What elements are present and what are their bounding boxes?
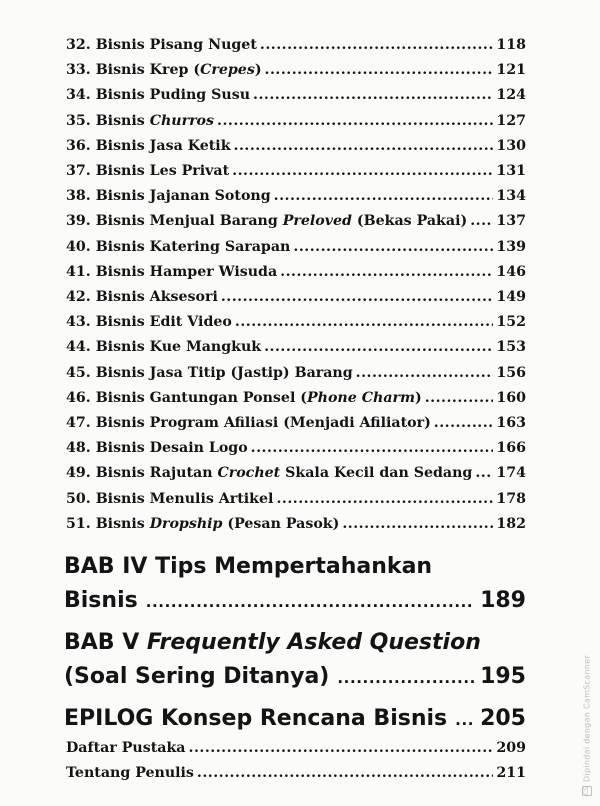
toc-entry-title: Bisnis Kue Mangkuk (95, 339, 262, 356)
toc-entry[interactable] (66, 160, 526, 182)
dot-leader (274, 185, 494, 207)
toc-entry-number: 41. (66, 263, 91, 280)
dot-leader (253, 84, 493, 106)
toc-entry-number: 37. (66, 163, 91, 179)
toc-entry[interactable] (66, 185, 526, 207)
toc-entry-number: 33. (66, 62, 91, 79)
chapter-title-line (64, 702, 526, 736)
dot-leader (293, 236, 493, 258)
toc-entry-page: 139 (496, 238, 526, 255)
chapter-bab-iv[interactable] (64, 550, 526, 618)
toc-entry-number: 47. (66, 415, 91, 431)
toc-entry-title: Bisnis Menulis Artikel (95, 490, 274, 507)
dot-leader (425, 387, 494, 409)
toc-entry-page: 182 (496, 515, 526, 532)
toc-entry-title: Bisnis Aksesori (95, 289, 218, 305)
toc-entry[interactable] (66, 336, 526, 358)
dot-leader (264, 336, 493, 358)
dot-leader (251, 437, 494, 459)
camscanner-icon: CS (583, 786, 590, 795)
dot-leader (265, 59, 494, 81)
toc-entry-title: Bisnis Dropship (Pesan Pasok) (95, 515, 340, 532)
dot-leader (221, 286, 494, 308)
chapter-page-number: 195 (480, 664, 526, 689)
toc-entry-page: 174 (496, 465, 526, 482)
dot-leader (280, 261, 493, 283)
toc-entry[interactable] (66, 286, 526, 308)
toc-entry-number: 32. (66, 37, 91, 53)
dot-leader (337, 661, 474, 694)
toc-entry-number: 43. (66, 314, 91, 331)
toc-entry-daftar-pustaka[interactable] (66, 737, 526, 759)
toc-entry-title: Bisnis Edit Video (95, 314, 232, 331)
toc-entry-page: 209 (496, 740, 526, 756)
toc-entry-page: 149 (496, 289, 526, 305)
toc-entry-title: Daftar Pustaka (66, 740, 186, 756)
toc-entry-number: 45. (66, 364, 91, 381)
toc-entry[interactable] (66, 513, 526, 535)
chapter-title-line (64, 584, 526, 618)
chapter-title: EPILOG Konsep Rencana Bisnis (64, 706, 448, 731)
toc-entry-page: 160 (496, 389, 526, 406)
dot-leader (260, 34, 493, 56)
toc-entry-number: 49. (66, 465, 91, 482)
dot-leader (455, 703, 474, 736)
dot-leader (470, 210, 493, 232)
toc-entry[interactable] (66, 362, 526, 384)
toc-entry-number: 36. (66, 137, 91, 154)
toc-entry[interactable] (66, 135, 526, 157)
toc-entry[interactable] (66, 84, 526, 106)
dot-leader (276, 488, 493, 510)
toc-entry-number: 51. (66, 515, 91, 532)
chapter-title: BAB IV Tips Mempertahankan (64, 554, 433, 579)
dot-leader (342, 513, 493, 535)
toc-entry-number: 42. (66, 289, 91, 305)
toc-entry-page: 156 (496, 364, 526, 381)
toc-entry-page: 153 (496, 339, 526, 356)
toc-entry[interactable] (66, 437, 526, 459)
toc-entry[interactable] (66, 261, 526, 283)
toc-entry-number: 48. (66, 440, 91, 457)
chapter-title-line (64, 660, 526, 694)
toc-entry-page: 121 (496, 62, 526, 79)
toc-entry-page: 118 (496, 37, 526, 53)
dot-leader (232, 160, 493, 182)
chapter-title-line (64, 550, 526, 584)
toc-entry-page: 127 (496, 112, 526, 129)
toc-entry-title: Bisnis Desain Logo (95, 440, 248, 457)
toc-entry-title: Bisnis Jasa Ketik (95, 137, 231, 154)
toc-entry[interactable] (66, 59, 526, 81)
toc-entry-title: Bisnis Rajutan Crochet Skala Kecil dan Sedang (95, 465, 473, 482)
chapter-title-prefix: BAB V (64, 630, 147, 655)
toc-entry-page: 137 (496, 213, 526, 230)
chapter-title-cont: (Soal Sering Ditanya) (64, 664, 330, 689)
dot-leader (434, 412, 494, 434)
toc-entry-page: 163 (496, 415, 526, 431)
toc-entry-page: 152 (496, 314, 526, 331)
dot-leader (234, 135, 494, 157)
toc-entry[interactable] (66, 387, 526, 409)
toc-entry-title: Bisnis Pisang Nuget (95, 37, 257, 53)
chapter-page-number: 205 (480, 706, 526, 731)
toc-entry-page: 211 (496, 765, 526, 781)
toc-entry-title: Bisnis Puding Susu (95, 87, 251, 104)
dot-leader (146, 585, 474, 618)
toc-entry[interactable] (66, 34, 526, 56)
toc-entry[interactable] (66, 462, 526, 484)
toc-entry-title: Tentang Penulis (66, 765, 194, 781)
dot-leader (197, 762, 493, 784)
chapter-bab-v[interactable] (64, 626, 526, 694)
chapter-title-italic: Frequently Asked Question (146, 630, 481, 655)
dot-leader (235, 311, 494, 333)
dot-leader (356, 362, 494, 384)
toc-entry[interactable] (66, 488, 526, 510)
toc-entry-title: Bisnis Menjual Barang Preloved (Bekas Pakai) (95, 213, 468, 230)
toc-entry[interactable] (66, 110, 526, 132)
dot-leader (189, 737, 494, 759)
toc-entry[interactable] (66, 311, 526, 333)
watermark-text: Dipindai dengan CamScanner (582, 655, 592, 782)
toc-entry[interactable] (66, 210, 526, 232)
toc-entry-title: Bisnis Program Afiliasi (Menjadi Afiliator) (95, 415, 431, 431)
dot-leader (475, 462, 493, 484)
toc-entry-page: 124 (496, 87, 526, 104)
toc-entry-title: Bisnis Katering Sarapan (95, 238, 291, 255)
toc-entry-title: Bisnis Gantungan Ponsel (Phone Charm) (95, 389, 422, 406)
chapter-epilog[interactable] (64, 702, 526, 736)
toc-entry-tentang-penulis[interactable] (66, 762, 526, 784)
toc-entry-title: Bisnis Krep (Crepes) (95, 62, 262, 79)
toc-entry-page: 166 (496, 440, 526, 457)
toc-entry-page: 146 (496, 263, 526, 280)
toc-entry-title: Bisnis Hamper Wisuda (95, 263, 278, 280)
toc-entry-title: Bisnis Churros (95, 112, 215, 129)
toc-entry-title: Bisnis Jajanan Sotong (95, 188, 271, 205)
toc-entry-number: 38. (66, 188, 91, 205)
chapter-page-number: 189 (480, 588, 526, 613)
chapter-title-cont: Bisnis (64, 588, 138, 613)
toc-entry-number: 40. (66, 238, 91, 255)
toc-entry-page: 178 (496, 490, 526, 507)
toc-entry-page: 131 (496, 163, 526, 179)
toc-entry-page: 130 (496, 137, 526, 154)
toc-entry-page: 134 (496, 188, 526, 205)
toc-entry-title: Bisnis Les Privat (95, 163, 230, 179)
toc-entry[interactable] (66, 236, 526, 258)
toc-entry-number: 34. (66, 87, 91, 104)
toc-entry[interactable] (66, 412, 526, 434)
toc-entry-number: 44. (66, 339, 91, 356)
scanner-watermark (582, 655, 592, 796)
toc-entry-title: Bisnis Jasa Titip (Jastip) Barang (95, 364, 353, 381)
toc-entry-number: 50. (66, 490, 91, 507)
toc-entry-number: 35. (66, 112, 91, 129)
dot-leader (217, 110, 493, 132)
chapter-title-line (64, 626, 526, 660)
toc-entry-number: 39. (66, 213, 91, 230)
toc-entry-number: 46. (66, 389, 91, 406)
